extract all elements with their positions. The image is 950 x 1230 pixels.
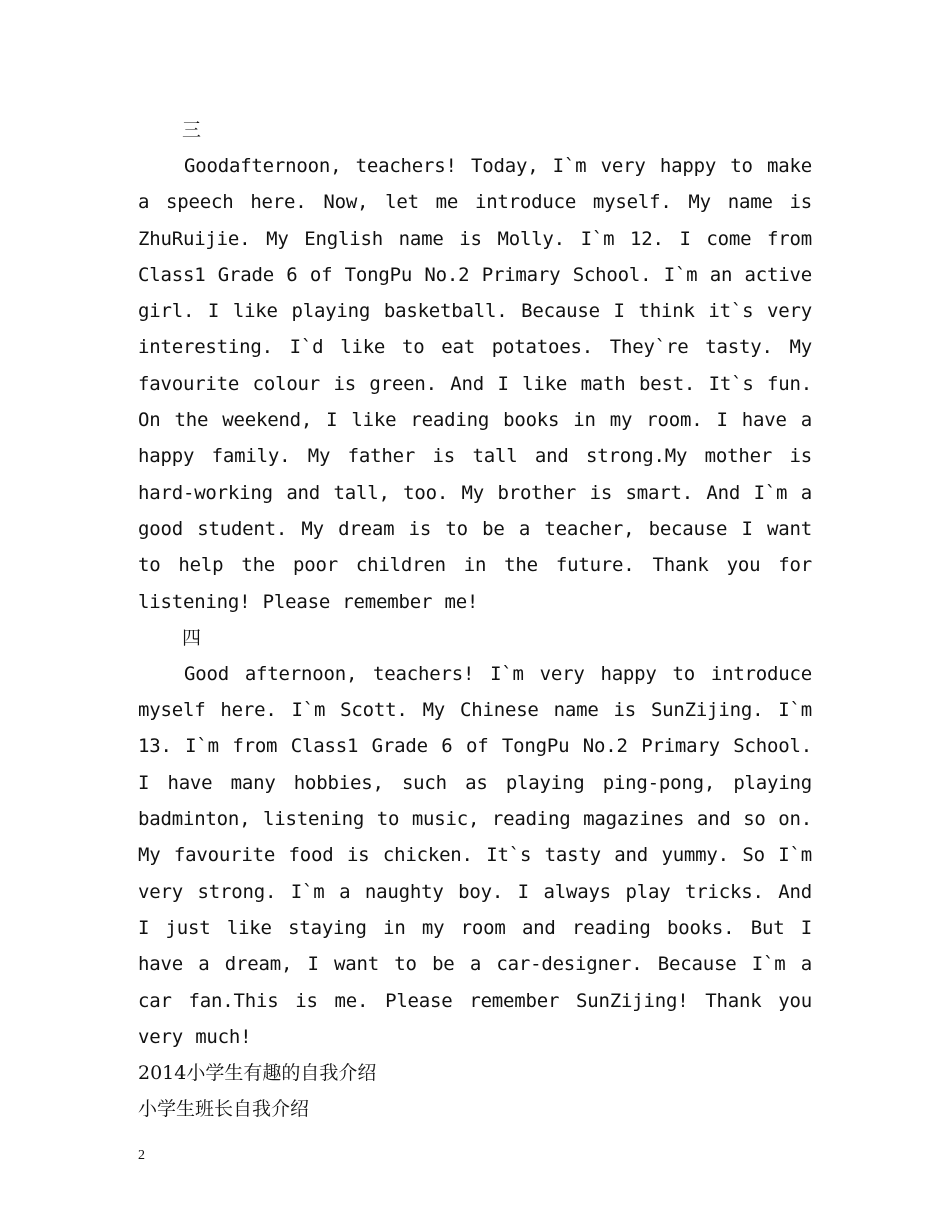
related-article-link-2[interactable]: 小学生班长自我介绍 <box>138 1098 310 1121</box>
section-heading-4: 四 <box>182 626 202 649</box>
speech-paragraph-3: Goodafternoon, teachers! Today, I`m very happy to make a speech here. Now, let me introduce myself. My name is ZhuRuijie. My English name is Molly. I`m 12. I come from Class1 Grade 6 of TongPu No.2 Primary School. I`m an active girl. I like playing basketball. Because I think it`s very interesting. I`d like to eat potatoes. They`re tasty. My favourite colour is green. And I like math best. It`s fun. On the weekend, I like reading books in my room. I have a happy family. My father is tall and strong.My mother is hard-working and tall, too. My brother is smart. And I`m a good student. My dream is to be a teacher, because I want to help the poor children in the future. Thank you for listening! Please remember me! <box>138 155 812 613</box>
related-article-link-1[interactable]: 2014小学生有趣的自我介绍 <box>138 1062 377 1085</box>
speech-paragraph-4: Good afternoon, teachers! I`m very happy to introduce myself here. I`m Scott. My Chinese name is SunZijing. I`m 13. I`m from Class1 Grade 6 of TongPu No.2 Primary School. I have many hobbies, such as playing ping-pong, playing badminton, listening to music, reading magazines and so on. My favourite food is chicken. It`s tasty and yummy. So I`m very strong. I`m a naughty boy. I always play tricks. And I just like staying in my room and reading books. But I have a dream, I want to be a car-designer. Because I`m a car fan.This is me. Please remember SunZijing! Thank you very much! <box>138 662 812 1048</box>
section-heading-3: 三 <box>182 119 202 141</box>
page-number: 2 <box>138 1148 145 1163</box>
document-page <box>138 112 812 1127</box>
